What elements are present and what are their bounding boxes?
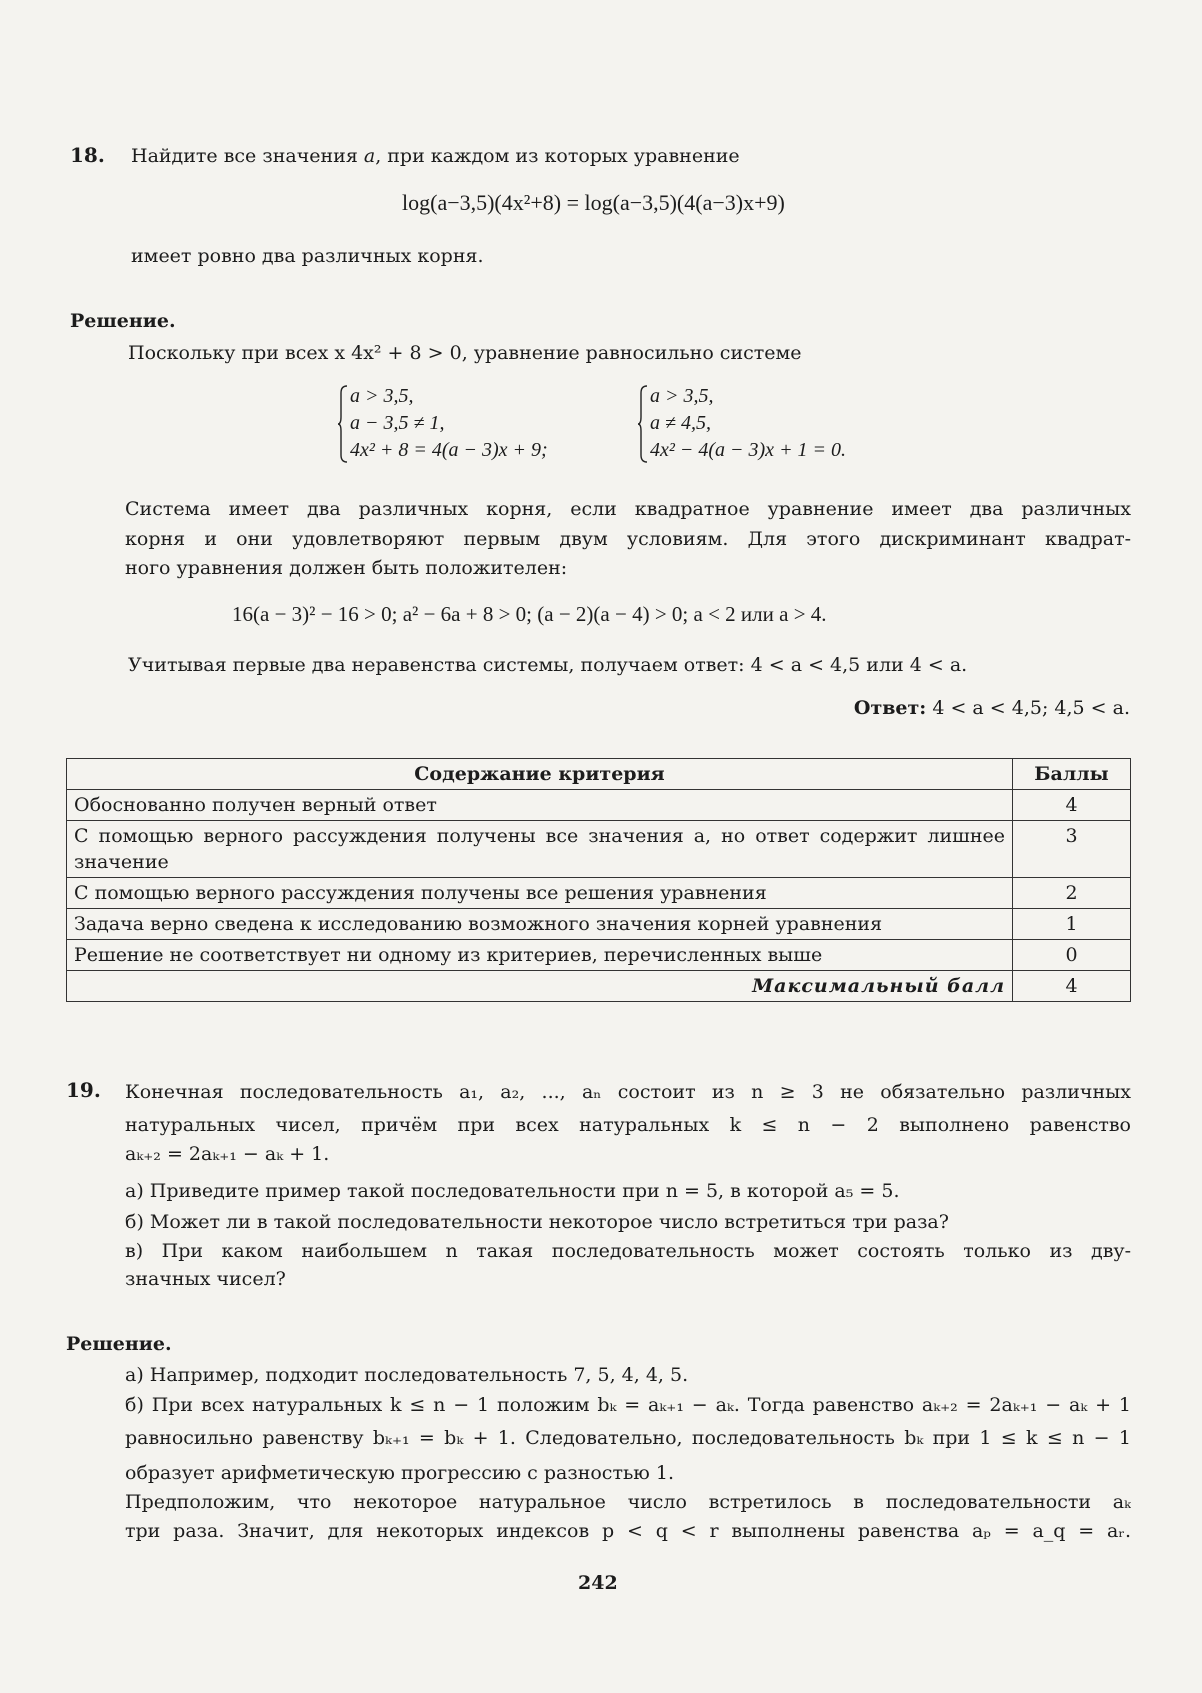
system-left-row: a − 3,5 ≠ 1,	[350, 412, 445, 434]
problem-18-condition: имеет ровно два различных корня.	[131, 245, 484, 267]
criteria-points: 1	[1013, 909, 1131, 940]
solution-18-para1-line2: корня и они удовлетворяют первым двум условиям. Для этого дискриминант квадрат-	[125, 528, 1131, 550]
system-left-row: 4x² + 8 = 4(a − 3)x + 9;	[350, 439, 548, 461]
solution-19-heading: Решение.	[66, 1333, 172, 1355]
page-number: 242	[578, 1572, 618, 1594]
solution-18-para1-line1: Система имеет два различных корня, если квадратное уравнение имеет два различных	[125, 498, 1131, 520]
solution-19-b-line5: три раза. Значит, для некоторых индексов p < q < r выполнены равенства aₚ = a_q = aᵣ.	[125, 1520, 1131, 1542]
problem-18-number: 18.	[70, 143, 105, 167]
criteria-table	[66, 758, 1131, 1002]
solution-19-b-line1: б) При всех натуральных k ≤ n − 1 положим bₖ = aₖ₊₁ − aₖ. Тогда равенство aₖ₊₂ = 2aₖ₊₁ − aₖ + 1	[125, 1394, 1131, 1416]
problem-18-intro: Найдите все значения	[131, 145, 358, 167]
criteria-points: 0	[1013, 940, 1131, 971]
answer-18	[854, 697, 1130, 719]
solution-18-para1-line3: ного уравнения должен быть положителен:	[125, 557, 568, 579]
criteria-header-content: Содержание критерия	[67, 759, 1013, 790]
criteria-max-row	[67, 971, 1131, 1002]
table-row	[67, 878, 1131, 909]
problem-18-var-a: a	[363, 145, 376, 167]
criteria-text: Решение не соответствует ни одному из критериев, перечисленных выше	[67, 940, 1013, 971]
solution-18-heading: Решение.	[70, 310, 176, 332]
problem-19-question-c-line1: в) При каком наибольшем n такая последовательность может состоять только из дву-	[125, 1240, 1131, 1262]
criteria-text: Задача верно сведена к исследованию возможного значения корней уравнения	[67, 909, 1013, 940]
system-right-row: a > 3,5,	[650, 385, 714, 407]
criteria-points: 4	[1013, 790, 1131, 821]
answer-value: 4 < a < 4,5; 4,5 < a.	[932, 697, 1130, 719]
table-row	[67, 790, 1131, 821]
criteria-max-points: 4	[1013, 971, 1131, 1002]
system-left	[338, 383, 548, 464]
solution-18-conclusion: Учитывая первые два неравенства системы, получаем ответ: 4 < a < 4,5 или 4 < a.	[128, 654, 968, 676]
system-right-row: a ≠ 4,5,	[650, 412, 711, 434]
problem-18-intro-rest: , при каждом из которых уравнение	[375, 145, 740, 167]
problem-19-question-a: а) Приведите пример такой последовательности при n = 5, в которой a₅ = 5.	[125, 1180, 900, 1202]
solution-18-line1: Поскольку при всех x 4x² + 8 > 0, уравнение равносильно системе	[128, 342, 802, 364]
problem-18-equation: log(a−3,5)(4x²+8) = log(a−3,5)(4(a−3)x+9)	[402, 190, 785, 215]
left-brace-icon	[638, 385, 648, 463]
system-right	[638, 383, 846, 464]
table-row	[67, 940, 1131, 971]
problem-18-statement	[131, 145, 740, 167]
left-brace-icon	[338, 385, 348, 463]
table-row	[67, 909, 1131, 940]
answer-label: Ответ:	[853, 697, 927, 719]
system-right-row: 4x² − 4(a − 3)x + 1 = 0.	[650, 439, 847, 461]
criteria-points: 3	[1013, 821, 1131, 878]
problem-19-number: 19.	[66, 1078, 101, 1102]
solution-19-b-line2: равносильно равенству bₖ₊₁ = bₖ + 1. Следовательно, последовательность bₖ при 1 ≤ k ≤ n − 1	[125, 1427, 1131, 1449]
solution-19-a: а) Например, подходит последовательность 7, 5, 4, 4, 5.	[125, 1364, 689, 1386]
discriminant-inequality: 16(a − 3)² − 16 > 0; a² − 6a + 8 > 0; (a − 2)(a − 4) > 0; a < 2 или a > 4.	[232, 602, 827, 626]
criteria-text: С помощью верного рассуждения получены все значения a, но ответ содержит лишнее значение	[67, 821, 1013, 878]
system-left-row: a > 3,5,	[350, 385, 414, 407]
criteria-header-row	[67, 759, 1131, 790]
table-row	[67, 821, 1131, 878]
criteria-text: С помощью верного рассуждения получены все решения уравнения	[67, 878, 1013, 909]
solution-19-b-line4: Предположим, что некоторое натуральное число встретилось в последовательности aₖ	[125, 1491, 1131, 1513]
criteria-text: Обоснованно получен верный ответ	[67, 790, 1013, 821]
problem-19-line2: натуральных чисел, причём при всех натуральных k ≤ n − 2 выполнено равенство	[125, 1114, 1131, 1136]
problem-19-line3: aₖ₊₂ = 2aₖ₊₁ − aₖ + 1.	[125, 1143, 330, 1165]
problem-19-question-c-line2: значных чисел?	[125, 1268, 286, 1290]
problem-19-question-b: б) Может ли в такой последовательности некоторое число встретиться три раза?	[125, 1211, 949, 1233]
criteria-header-points: Баллы	[1013, 759, 1131, 790]
criteria-points: 2	[1013, 878, 1131, 909]
solution-19-b-line3: образует арифметическую прогрессию с разностью 1.	[125, 1462, 675, 1484]
problem-19-line1: Конечная последовательность a₁, a₂, ..., aₙ состоит из n ≥ 3 не обязательно различных	[125, 1081, 1131, 1103]
criteria-max-label: Максимальный балл	[67, 971, 1013, 1002]
